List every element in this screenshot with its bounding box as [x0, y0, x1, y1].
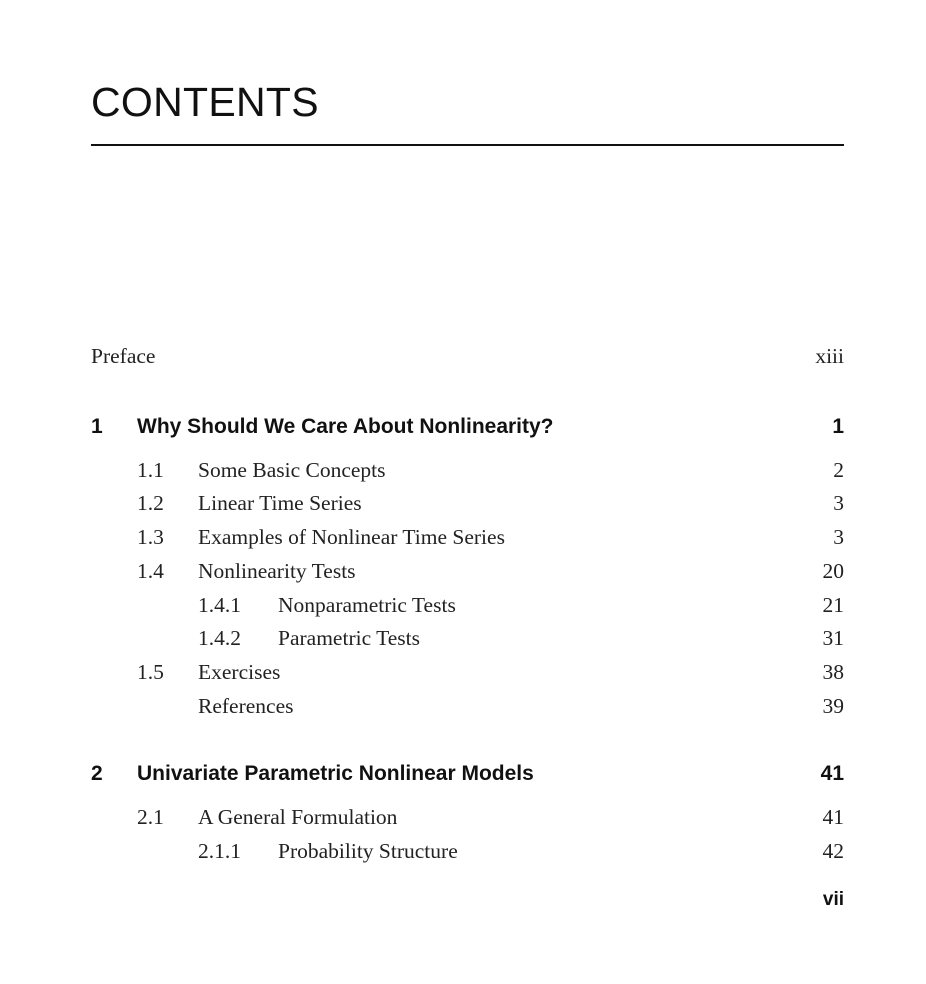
toc-section-page: 38: [822, 660, 844, 684]
toc-subsection-title: Parametric Tests: [278, 626, 420, 650]
toc-section-page: 41: [822, 805, 844, 829]
toc-subsection-title: Probability Structure: [278, 839, 458, 863]
toc-section-number: 1.2: [137, 491, 164, 515]
toc-references-page: 39: [822, 694, 844, 718]
toc-section-page: 2: [833, 458, 844, 482]
toc-subsection-title: Nonparametric Tests: [278, 593, 456, 617]
toc-section-row[interactable]: [0, 658, 926, 686]
toc-subsection-row[interactable]: [0, 624, 926, 652]
toc-section-row[interactable]: [0, 803, 926, 831]
page-folio: vii: [822, 889, 844, 910]
toc-chapter-number: 2: [91, 762, 103, 785]
toc-subsection-number: 2.1.1: [198, 839, 241, 863]
toc-section-number: 1.3: [137, 525, 164, 549]
toc-section-title: Linear Time Series: [198, 491, 362, 515]
toc-section-row[interactable]: [0, 557, 926, 585]
title-rule: [91, 144, 844, 146]
toc-subsection-page: 21: [822, 593, 844, 617]
toc-section-row[interactable]: [0, 489, 926, 517]
toc-references-row[interactable]: [0, 692, 926, 720]
toc-section-title: Some Basic Concepts: [198, 458, 386, 482]
toc-section-title: Nonlinearity Tests: [198, 559, 356, 583]
toc-section-number: 1.1: [137, 458, 164, 482]
toc-section-page: 20: [822, 559, 844, 583]
toc-preface-label: Preface: [91, 344, 156, 368]
toc-section-number: 1.4: [137, 559, 164, 583]
toc-preface-page: xiii: [815, 344, 844, 368]
toc-preface-row[interactable]: [0, 342, 926, 370]
toc-subsection-page: 31: [822, 626, 844, 650]
toc-section-page: 3: [833, 491, 844, 515]
toc-chapter-title: Univariate Parametric Nonlinear Models: [137, 762, 534, 785]
toc-subsection-number: 1.4.1: [198, 593, 241, 617]
toc-chapter-number: 1: [91, 415, 103, 438]
toc-subsection-row[interactable]: [0, 591, 926, 619]
page-title: CONTENTS: [91, 79, 319, 125]
toc-section-row[interactable]: [0, 456, 926, 484]
toc-section-title: Examples of Nonlinear Time Series: [198, 525, 505, 549]
toc-section-row[interactable]: [0, 523, 926, 551]
toc-subsection-row[interactable]: [0, 837, 926, 865]
toc-chapter-row[interactable]: [0, 413, 926, 441]
toc-chapter-title: Why Should We Care About Nonlinearity?: [137, 415, 554, 438]
toc-subsection-number: 1.4.2: [198, 626, 241, 650]
toc-chapter-row[interactable]: [0, 760, 926, 788]
toc-section-title: Exercises: [198, 660, 281, 684]
toc-section-title: A General Formulation: [198, 805, 398, 829]
toc-chapter-page: 41: [820, 762, 844, 785]
toc-section-number: 2.1: [137, 805, 164, 829]
toc-references-title: References: [198, 694, 294, 718]
toc-section-page: 3: [833, 525, 844, 549]
toc-chapter-page: 1: [832, 415, 844, 438]
toc-section-number: 1.5: [137, 660, 164, 684]
toc-subsection-page: 42: [822, 839, 844, 863]
